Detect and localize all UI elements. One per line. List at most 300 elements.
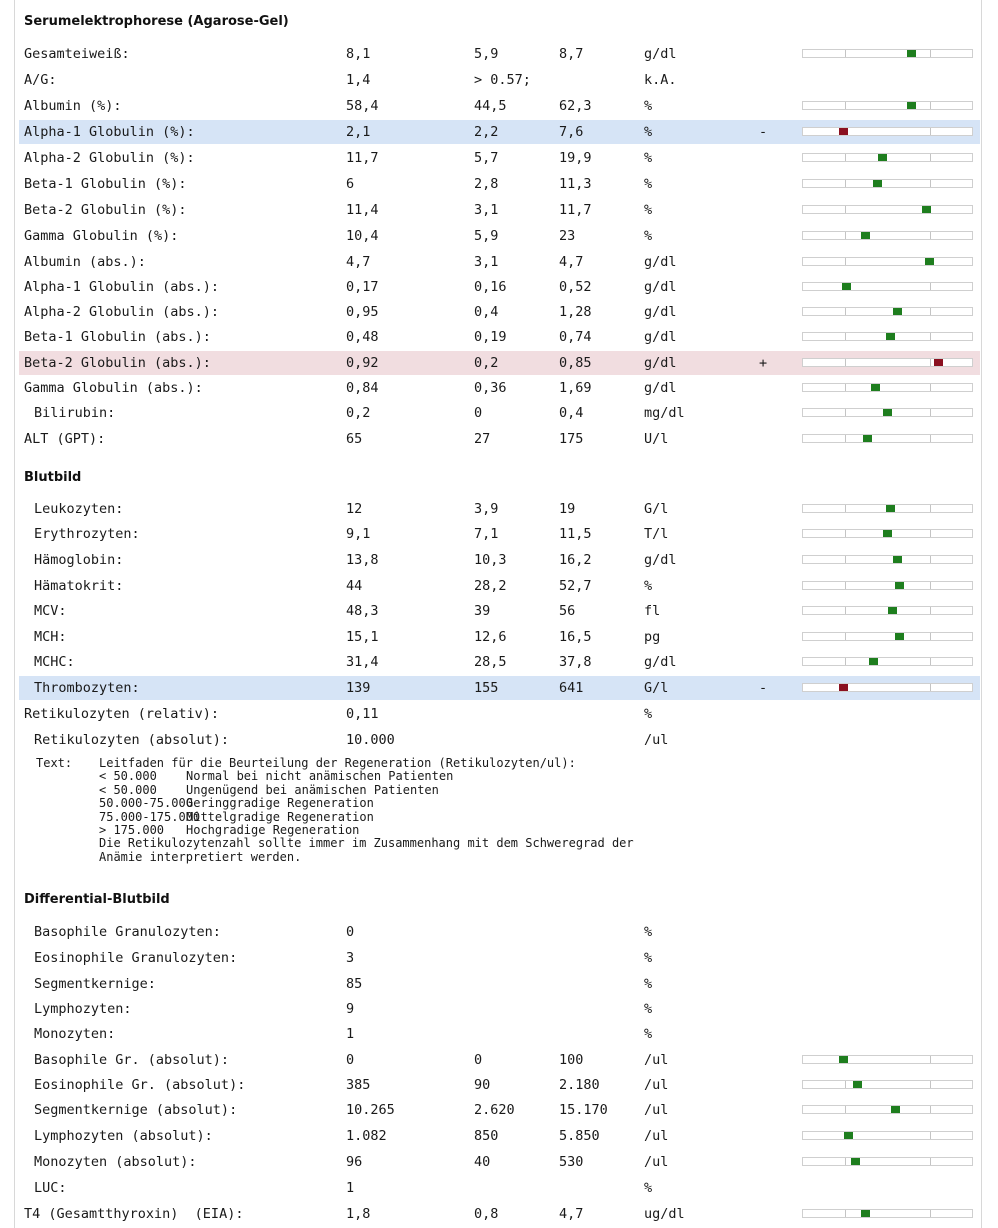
gauge-marker (922, 206, 931, 213)
result-name: Eosinophile Granulozyten: (34, 950, 238, 966)
result-value: 13,8 (346, 552, 379, 568)
result-name: LUC: (34, 1180, 67, 1196)
gauge-reference-tick (845, 607, 846, 614)
result-unit: pg (644, 629, 661, 645)
gauge-marker (907, 50, 916, 57)
result-name: Albumin (abs.): (24, 254, 146, 270)
result-value: 31,4 (346, 654, 379, 670)
guideline-note-line: Die Retikulozytenzahl sollte immer im Zusammenhang mit dem Schweregrad der (99, 836, 634, 851)
reference-min: 39 (474, 603, 491, 619)
range-gauge (802, 408, 973, 417)
result-name: Alpha-2 Globulin (abs.): (24, 304, 220, 320)
reference-min: 2.620 (474, 1102, 515, 1118)
result-name: Basophile Granulozyten: (34, 924, 221, 940)
result-name: Segmentkernige (absolut): (34, 1102, 238, 1118)
gauge-reference-tick (930, 333, 931, 340)
range-gauge (802, 504, 973, 513)
right-border (981, 0, 982, 1228)
result-unit: % (644, 176, 653, 192)
result-unit: fl (644, 603, 661, 619)
result-row (19, 574, 980, 598)
reference-min: 27 (474, 431, 491, 447)
result-name: T4 (Gesamtthyroxin) (EIA): (24, 1206, 244, 1222)
reference-min: 28,2 (474, 578, 507, 594)
range-gauge (802, 231, 973, 240)
result-row (19, 946, 980, 970)
result-name: Hämatokrit: (34, 578, 124, 594)
gauge-reference-tick (930, 1132, 931, 1139)
result-unit: % (644, 1001, 653, 1017)
result-row (19, 728, 980, 752)
result-value: 1 (346, 1026, 355, 1042)
gauge-marker (873, 180, 882, 187)
result-name: Hämoglobin: (34, 552, 124, 568)
reference-min: 90 (474, 1077, 491, 1093)
result-unit: g/dl (644, 46, 677, 62)
result-value: 10.000 (346, 732, 395, 748)
gauge-reference-tick (845, 435, 846, 442)
result-unit: % (644, 950, 653, 966)
reference-min: 0 (474, 1052, 483, 1068)
result-name: Albumin (%): (24, 98, 122, 114)
result-unit: g/dl (644, 355, 677, 371)
result-unit: g/dl (644, 279, 677, 295)
result-unit: mg/dl (644, 405, 685, 421)
gauge-marker (861, 232, 870, 239)
result-unit: % (644, 228, 653, 244)
guideline-description: Geringgradige Regeneration (186, 796, 374, 811)
result-row (19, 68, 980, 92)
result-unit: ug/dl (644, 1206, 685, 1222)
result-unit: k.A. (644, 72, 677, 88)
gauge-marker (907, 102, 916, 109)
reference-min: 3,1 (474, 202, 499, 218)
guideline-range: 75.000-175.000 (99, 809, 201, 824)
result-value: 44 (346, 578, 363, 594)
result-unit: % (644, 578, 653, 594)
reference-min: 850 (474, 1128, 499, 1144)
gauge-marker (853, 1081, 862, 1088)
result-name: Gamma Globulin (%): (24, 228, 179, 244)
reference-max: 19,9 (559, 150, 592, 166)
result-name: ALT (GPT): (24, 431, 106, 447)
reference-min: 0 (474, 405, 483, 421)
gauge-reference-tick (845, 232, 846, 239)
result-name: Lymphozyten: (34, 1001, 132, 1017)
result-name: MCV: (34, 603, 67, 619)
result-value: 0,11 (346, 706, 379, 722)
result-unit: % (644, 124, 653, 140)
result-value: 0,92 (346, 355, 379, 371)
guideline-intro: Leitfaden für die Beurteilung der Regeneration (Retikulozyten/ul): (99, 756, 576, 770)
range-gauge (802, 257, 973, 266)
result-value: 385 (346, 1077, 371, 1093)
result-value: 0,95 (346, 304, 379, 320)
gauge-reference-tick (845, 206, 846, 213)
result-unit: g/dl (644, 380, 677, 396)
result-value: 9,1 (346, 526, 371, 542)
reference-max: 175 (559, 431, 584, 447)
result-row (19, 1150, 980, 1174)
gauge-marker (925, 258, 934, 265)
result-name: Lymphozyten (absolut): (34, 1128, 213, 1144)
gauge-reference-tick (930, 308, 931, 315)
gauge-reference-tick (930, 232, 931, 239)
range-gauge (802, 49, 973, 58)
reference-min: 7,1 (474, 526, 499, 542)
reference-min: 5,9 (474, 228, 499, 244)
gauge-reference-tick (930, 283, 931, 290)
result-name: Basophile Gr. (absolut): (34, 1052, 230, 1068)
gauge-reference-tick (845, 180, 846, 187)
reference-max: 11,5 (559, 526, 592, 542)
result-row (19, 42, 980, 66)
reference-max: 11,7 (559, 202, 592, 218)
gauge-reference-tick (930, 50, 931, 57)
result-flag: - (759, 124, 768, 140)
result-name: Beta-2 Globulin (abs.): (24, 355, 211, 371)
range-gauge (802, 101, 973, 110)
range-gauge (802, 282, 973, 291)
gauge-reference-tick (930, 582, 931, 589)
gauge-marker (893, 556, 902, 563)
range-gauge (802, 1080, 973, 1089)
reference-min: 0,4 (474, 304, 499, 320)
result-value: 10.265 (346, 1102, 395, 1118)
result-row (19, 1073, 980, 1097)
reference-min: 10,3 (474, 552, 507, 568)
result-name: MCHC: (34, 654, 75, 670)
result-name: Alpha-1 Globulin (%): (24, 124, 195, 140)
reference-max: 0,74 (559, 329, 592, 345)
result-row (19, 94, 980, 118)
result-value: 139 (346, 680, 371, 696)
guideline-description: Normal bei nicht anämischen Patienten (186, 769, 454, 784)
gauge-marker (871, 384, 880, 391)
result-value: 0 (346, 924, 355, 940)
reference-min: 0,2 (474, 355, 499, 371)
result-row (19, 548, 980, 572)
range-gauge (802, 1157, 973, 1166)
result-unit: G/l (644, 680, 669, 696)
gauge-reference-tick (930, 435, 931, 442)
range-gauge (802, 383, 973, 392)
gauge-reference-tick (845, 308, 846, 315)
reference-max: 11,3 (559, 176, 592, 192)
gauge-marker (934, 359, 943, 366)
guideline-description: Ungenügend bei anämischen Patienten (186, 782, 439, 797)
result-value: 11,4 (346, 202, 379, 218)
reference-max: 4,7 (559, 254, 584, 270)
reference-max: 0,85 (559, 355, 592, 371)
reference-max: 100 (559, 1052, 584, 1068)
gauge-reference-tick (930, 1158, 931, 1165)
gauge-reference-tick (845, 154, 846, 161)
gauge-marker (886, 333, 895, 340)
result-row (19, 497, 980, 521)
reference-max: 7,6 (559, 124, 584, 140)
reference-min: 5,7 (474, 150, 499, 166)
gauge-reference-tick (845, 333, 846, 340)
reference-max: 23 (559, 228, 576, 244)
gauge-reference-tick (845, 633, 846, 640)
gauge-marker (895, 633, 904, 640)
reference-max: 1,69 (559, 380, 592, 396)
gauge-reference-tick (845, 530, 846, 537)
reference-max: 5.850 (559, 1128, 600, 1144)
gauge-marker (888, 607, 897, 614)
result-name: MCH: (34, 629, 67, 645)
gauge-reference-tick (845, 1106, 846, 1113)
range-gauge (802, 307, 973, 316)
gauge-reference-tick (845, 50, 846, 57)
range-gauge (802, 1105, 973, 1114)
result-row (19, 198, 980, 222)
reference-max: 0,52 (559, 279, 592, 295)
reference-min: > 0.57; (474, 72, 531, 88)
result-unit: % (644, 98, 653, 114)
result-value: 3 (346, 950, 355, 966)
gauge-reference-tick (930, 1081, 931, 1088)
gauge-reference-tick (845, 258, 846, 265)
gauge-reference-tick (930, 607, 931, 614)
result-value: 8,1 (346, 46, 371, 62)
range-gauge (802, 581, 973, 590)
gauge-marker (878, 154, 887, 161)
gauge-reference-tick (930, 684, 931, 691)
gauge-reference-tick (930, 359, 931, 366)
range-gauge (802, 529, 973, 538)
guideline-description: Mittelgradige Regeneration (186, 809, 374, 824)
result-value: 9 (346, 1001, 355, 1017)
result-row (19, 224, 980, 248)
result-name: A/G: (24, 72, 57, 88)
range-gauge (802, 1131, 973, 1140)
gauge-reference-tick (845, 1210, 846, 1217)
range-gauge (802, 179, 973, 188)
reference-max: 0,4 (559, 405, 584, 421)
result-row (19, 650, 980, 674)
result-value: 10,4 (346, 228, 379, 244)
section-title-blutbild: Blutbild (24, 470, 82, 485)
gauge-marker (886, 505, 895, 512)
reference-min: 155 (474, 680, 499, 696)
guideline-range: < 50.000 (99, 782, 157, 797)
gauge-reference-tick (930, 556, 931, 563)
result-row (19, 427, 980, 451)
result-name: Gamma Globulin (abs.): (24, 380, 203, 396)
reference-min: 3,9 (474, 501, 499, 517)
guideline-range: < 50.000 (99, 769, 157, 784)
reference-max: 1,28 (559, 304, 592, 320)
range-gauge (802, 555, 973, 564)
result-name: Retikulozyten (relativ): (24, 706, 220, 722)
result-value: 1,4 (346, 72, 371, 88)
result-value: 1.082 (346, 1128, 387, 1144)
gauge-reference-tick (845, 1081, 846, 1088)
result-value: 0 (346, 1052, 355, 1068)
range-gauge (802, 205, 973, 214)
gauge-marker (851, 1158, 860, 1165)
result-value: 0,48 (346, 329, 379, 345)
text-label: Text: (36, 756, 73, 770)
result-unit: % (644, 1180, 653, 1196)
result-value: 15,1 (346, 629, 379, 645)
reference-min: 2,2 (474, 124, 499, 140)
range-gauge (802, 434, 973, 443)
result-flag: + (759, 355, 768, 371)
range-gauge (802, 683, 973, 692)
gauge-reference-tick (930, 658, 931, 665)
result-row (19, 972, 980, 996)
range-gauge (802, 153, 973, 162)
reference-min: 3,1 (474, 254, 499, 270)
result-row (19, 325, 980, 349)
result-unit: /ul (644, 1052, 669, 1068)
result-value: 48,3 (346, 603, 379, 619)
result-row (19, 997, 980, 1021)
result-value: 58,4 (346, 98, 379, 114)
gauge-reference-tick (845, 102, 846, 109)
gauge-marker (839, 684, 848, 691)
result-unit: g/dl (644, 304, 677, 320)
gauge-reference-tick (845, 409, 846, 416)
gauge-marker (869, 658, 878, 665)
gauge-reference-tick (930, 180, 931, 187)
result-name: Beta-2 Globulin (%): (24, 202, 187, 218)
reference-max: 2.180 (559, 1077, 600, 1093)
result-unit: g/dl (644, 329, 677, 345)
result-unit: % (644, 924, 653, 940)
gauge-reference-tick (930, 384, 931, 391)
reference-max: 52,7 (559, 578, 592, 594)
result-unit: /ul (644, 1077, 669, 1093)
gauge-reference-tick (930, 1056, 931, 1063)
result-row (19, 146, 980, 170)
result-row (19, 250, 980, 274)
result-name: Retikulozyten (absolut): (34, 732, 230, 748)
gauge-marker (861, 1210, 870, 1217)
gauge-marker (883, 530, 892, 537)
result-row (19, 401, 980, 425)
gauge-reference-tick (930, 1106, 931, 1113)
result-value: 12 (346, 501, 363, 517)
result-unit: g/dl (644, 552, 677, 568)
result-name: Monozyten: (34, 1026, 116, 1042)
result-value: 0,84 (346, 380, 379, 396)
result-name: Segmentkernige: (34, 976, 156, 992)
result-name: Alpha-1 Globulin (abs.): (24, 279, 220, 295)
gauge-marker (893, 308, 902, 315)
result-flag: - (759, 680, 768, 696)
result-unit: % (644, 150, 653, 166)
result-row (19, 676, 980, 700)
reference-min: 0,8 (474, 1206, 499, 1222)
range-gauge (802, 632, 973, 641)
reference-min: 12,6 (474, 629, 507, 645)
gauge-reference-tick (930, 1210, 931, 1217)
reference-min: 40 (474, 1154, 491, 1170)
result-name: Gesamteiweiß: (24, 46, 130, 62)
guideline-range: 50.000-75.000 (99, 796, 193, 811)
gauge-marker (842, 283, 851, 290)
reference-max: 16,2 (559, 552, 592, 568)
gauge-marker (844, 1132, 853, 1139)
result-name: Thrombozyten: (34, 680, 140, 696)
reference-max: 16,5 (559, 629, 592, 645)
result-unit: T/l (644, 526, 669, 542)
range-gauge (802, 358, 973, 367)
range-gauge (802, 657, 973, 666)
reference-max: 15.170 (559, 1102, 608, 1118)
reference-min: 0,19 (474, 329, 507, 345)
result-row (19, 172, 980, 196)
gauge-reference-tick (845, 658, 846, 665)
reference-min: 2,8 (474, 176, 499, 192)
result-row (19, 300, 980, 324)
reference-max: 4,7 (559, 1206, 584, 1222)
result-row (19, 1098, 980, 1122)
reference-min: 44,5 (474, 98, 507, 114)
range-gauge (802, 606, 973, 615)
gauge-marker (895, 582, 904, 589)
range-gauge (802, 127, 973, 136)
reference-max: 37,8 (559, 654, 592, 670)
result-row (19, 351, 980, 375)
result-name: Erythrozyten: (34, 526, 140, 542)
result-row (19, 920, 980, 944)
result-unit: % (644, 202, 653, 218)
result-name: Bilirubin: (34, 405, 116, 421)
result-value: 1 (346, 1180, 355, 1196)
reference-min: 0,16 (474, 279, 507, 295)
guideline-description: Hochgradige Regeneration (186, 823, 360, 837)
result-unit: % (644, 976, 653, 992)
gauge-reference-tick (845, 384, 846, 391)
result-unit: /ul (644, 1154, 669, 1170)
result-unit: U/l (644, 431, 669, 447)
result-unit: g/dl (644, 254, 677, 270)
reference-max: 62,3 (559, 98, 592, 114)
gauge-reference-tick (845, 359, 846, 366)
gauge-reference-tick (930, 102, 931, 109)
result-row (19, 120, 980, 144)
result-row (19, 1124, 980, 1148)
result-unit: /ul (644, 1102, 669, 1118)
gauge-reference-tick (930, 128, 931, 135)
result-value: 96 (346, 1154, 363, 1170)
result-value: 1,8 (346, 1206, 371, 1222)
result-row (19, 599, 980, 623)
guideline-note-line: Anämie interpretiert werden. (99, 849, 302, 864)
result-row (19, 1048, 980, 1072)
gauge-marker (839, 128, 848, 135)
gauge-marker (839, 1056, 848, 1063)
result-row (19, 702, 980, 726)
reference-max: 56 (559, 603, 576, 619)
result-unit: % (644, 1026, 653, 1042)
gauge-reference-tick (930, 505, 931, 512)
result-row (19, 275, 980, 299)
reference-max: 8,7 (559, 46, 584, 62)
result-name: Alpha-2 Globulin (%): (24, 150, 195, 166)
reference-min: 0,36 (474, 380, 507, 396)
gauge-reference-tick (930, 154, 931, 161)
result-value: 0,2 (346, 405, 371, 421)
reference-max: 530 (559, 1154, 584, 1170)
result-row (19, 1022, 980, 1046)
result-value: 65 (346, 431, 363, 447)
